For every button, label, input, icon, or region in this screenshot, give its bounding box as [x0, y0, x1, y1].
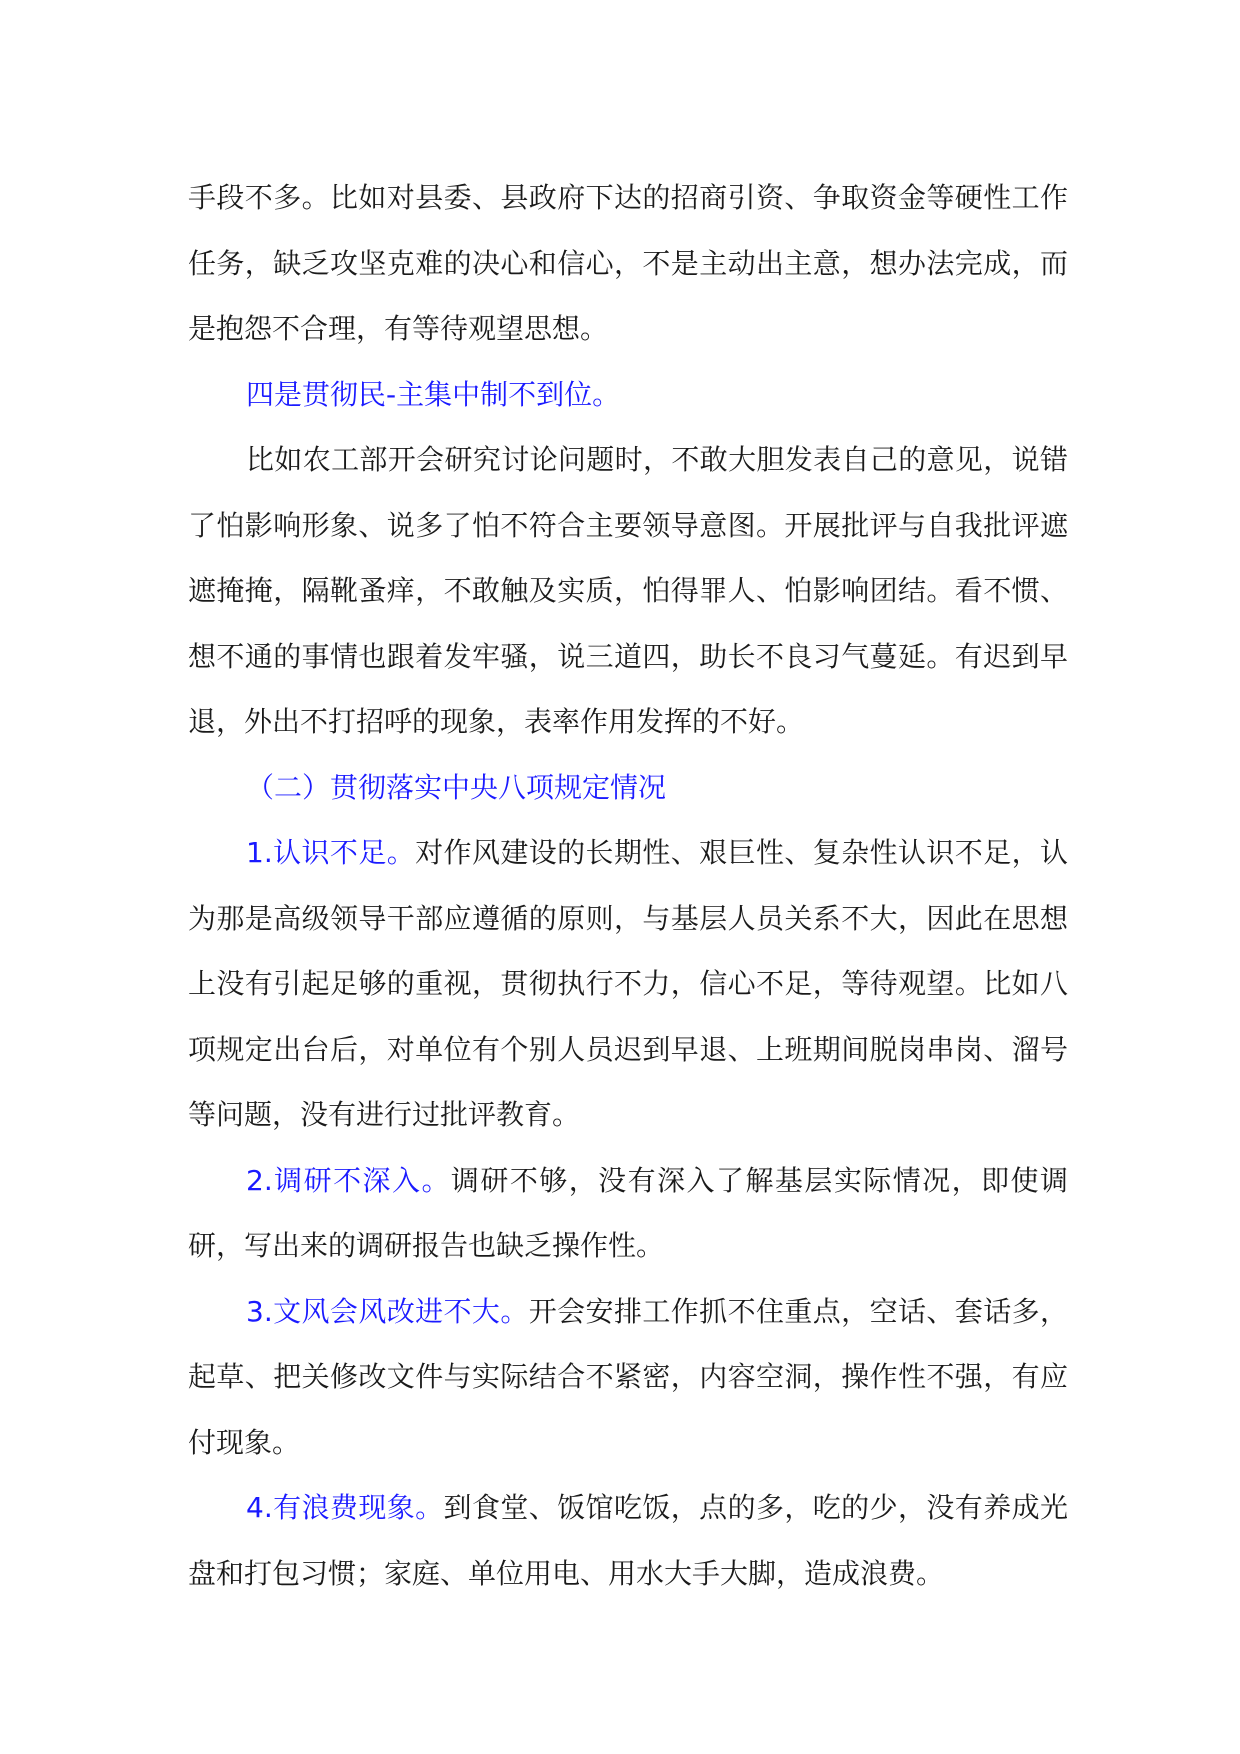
list-item-text: 到食堂、饭馆吃饭，点的多，吃的少，没有养成光盘和打包习惯；家庭、单位用电、用水大手大脚，造成浪费。 [188, 1491, 1068, 1590]
subheading-democratic-centralism: 四是贯彻民-主集中制不到位。 [246, 377, 621, 411]
list-item-title: 2.调研不深入。 [246, 1163, 451, 1197]
list-item-text: 调研不够，没有深入了解基层实际情况，即使调研，写出来的调研报告也缺乏操作性。 [188, 1163, 1068, 1262]
list-item-title: 4.有浪费现象。 [246, 1491, 444, 1524]
list-item-text: 开会安排工作抓不住重点，空话、套话多，起草、把关修改文件与实际结合不紧密，内容空洞，操作性不强，有应付现象。 [188, 1294, 1068, 1459]
list-item-title: 1.认识不足。 [246, 836, 416, 869]
list-item-1 [188, 820, 1068, 1148]
list-item-4 [188, 1475, 1068, 1606]
list-item-title: 3.文风会风改进不大。 [246, 1294, 529, 1328]
document-page [188, 165, 1068, 1606]
paragraph-continuation: 手段不多。比如对县委、县政府下达的招商引资、争取资金等硬性工作任务，缺乏攻坚克难的决心和信心，不是主动出主意，想办法完成，而是抱怨不合理，有等待观望思想。 [188, 181, 1068, 345]
section-heading-eight-rules: （二）贯彻落实中央八项规定情况 [246, 770, 667, 804]
list-item-2 [188, 1148, 1068, 1279]
paragraph-democratic-centralism: 比如农工部开会研究讨论问题时，不敢大胆发表自己的意见，说错了怕影响形象、说多了怕不符合主要领导意图。开展批评与自我批评遮遮掩掩，隔靴蚤痒，不敢触及实质，怕得罪人、怕影响团结。看不惯、想不通的事情也跟着发牢骚，说三道四，助长不良习气蔓延。有迟到早退，外出不打招呼的现象，表率作用发挥的不好。 [188, 443, 1068, 738]
list-item-3 [188, 1279, 1068, 1476]
list-item-text: 对作风建设的长期性、艰巨性、复杂性认识不足，认为那是高级领导干部应遵循的原则，与基层人员关系不大，因此在思想上没有引起足够的重视，贯彻执行不力，信心不足，等待观望。比如八项规定出台后，对单位有个别人员迟到早退、上班期间脱岗串岗、溜号等问题，没有进行过批评教育。 [188, 836, 1068, 1131]
